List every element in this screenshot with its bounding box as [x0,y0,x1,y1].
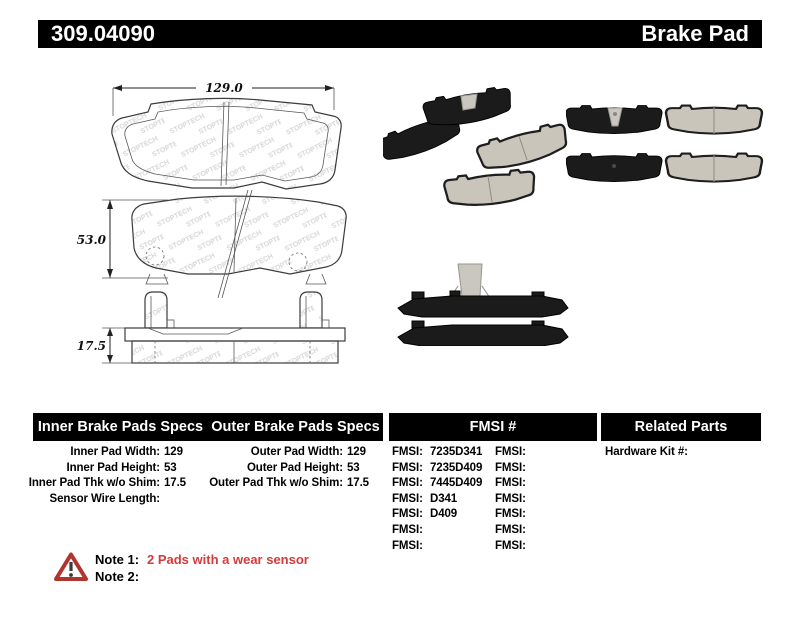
warning-icon [53,550,89,583]
product-photo-pad-set [566,94,764,196]
inner-specs-column [0,445,186,507]
part-number: 309.04090 [51,21,155,46]
fmsi-row: FMSI: D409 [392,508,458,521]
fmsi-row: FMSI: [495,446,526,458]
related-row: Hardware Kit #: [605,446,688,458]
spec-row: Outer Pad Height: 53 [246,461,360,474]
pad-front-view [112,98,341,189]
title-bar [38,20,762,48]
wear-sensor [458,264,482,296]
fmsi-header: FMSI # [469,419,517,435]
note-1-label: Note 1: [95,552,140,567]
product-type: Brake Pad [641,21,749,46]
spec-row: Inner Pad Width: 129 [70,446,183,458]
fmsi-row: FMSI: [495,508,526,521]
fmsi-header-bar [389,413,597,441]
spec-row: Sensor Wire Length: [49,492,160,505]
pad-edge-view [125,292,345,363]
fmsi-row: FMSI: 7235D341 [392,446,483,458]
pad-side-view [132,190,346,298]
note-1 [95,551,309,568]
dim-width-label: 129.0 [205,81,243,95]
pad-edge-photo [398,291,568,317]
fmsi-row: FMSI: [392,523,423,536]
fmsi-column-2 [495,445,533,554]
fmsi-row: FMSI: [495,477,526,490]
note-2 [95,568,309,585]
fmsi-row: FMSI: 7445D409 [392,477,483,490]
outer-specs-column [185,445,369,492]
fmsi-row: FMSI: [495,523,526,536]
related-parts-header: Related Parts [634,419,728,435]
outer-specs-header: Outer Brake Pads Specs [211,419,380,435]
dim-thickness [77,328,132,363]
fmsi-row: FMSI: [495,492,526,505]
spec-row: Outer Pad Width: 129 [250,446,366,458]
related-parts-header-bar [601,413,761,441]
fmsi-row: FMSI: D341 [392,492,458,505]
technical-drawing [28,78,368,378]
fmsi-row: FMSI: 7235D409 [392,461,483,474]
specs-header-bar [33,413,383,441]
product-photo-pads-cluster [383,86,575,210]
fmsi-column-1 [392,445,482,554]
fmsi-row: FMSI: [392,539,423,552]
spec-row: Outer Pad Thk w/o Shim: 17.5 [209,477,369,490]
notes-section [95,551,309,585]
note-1-text: 2 Pads with a wear sensor [147,552,309,567]
inner-specs-header: Inner Brake Pads Specs [37,419,204,435]
dim-height-label: 53.0 [76,233,106,247]
spec-row: Inner Pad Thk w/o Shim: 17.5 [28,477,186,490]
dim-thickness-label: 17.5 [76,339,106,353]
fmsi-row: FMSI: [495,461,526,474]
note-2-label: Note 2: [95,569,140,584]
sensor-clip [461,94,477,110]
product-photo-stacked-pads [392,250,574,346]
fmsi-row: FMSI: [495,539,526,552]
spec-row: Inner Pad Height: 53 [66,461,177,474]
pad-edge-photo [398,321,568,346]
related-parts-column [605,445,692,461]
